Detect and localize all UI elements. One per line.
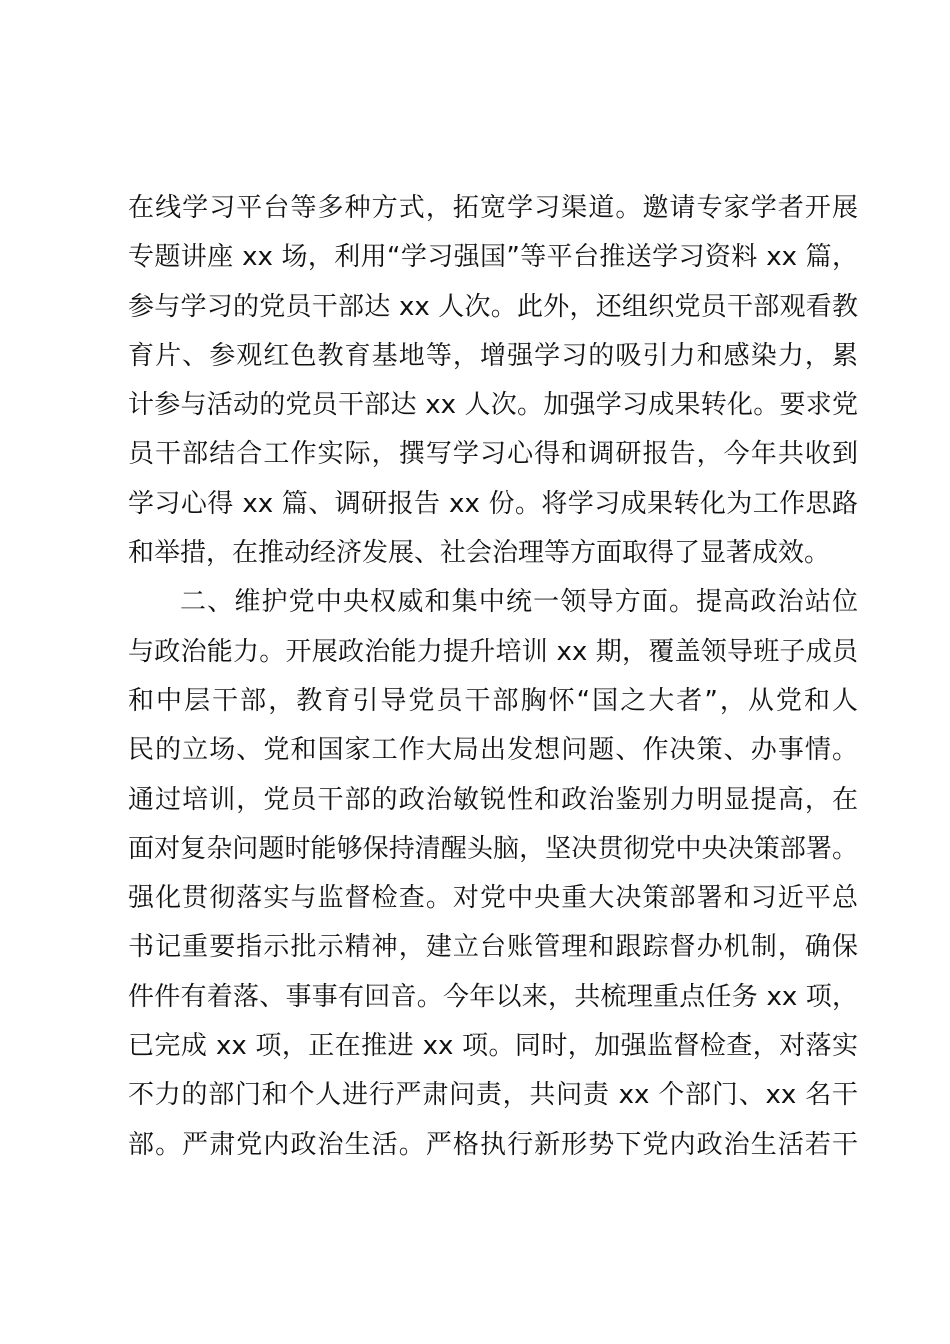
text-line: 强化贯彻落实与监督检查。对党中央重大决策部署和习近平总 (128, 883, 858, 914)
text-line: 面对复杂问题时能够保持清醒头脑，坚决贯彻党中央决策部署。 (128, 833, 858, 864)
section-heading-line: 二、维护党中央权威和集中统一领导方面。提高政治站位 (180, 587, 858, 618)
text-line: 民的立场、党和国家工作大局出发想问题、作决策、办事情。 (128, 735, 858, 766)
text-line: 专题讲座 xx 场，利用“学习强国”等平台推送学习资料 xx 篇， (128, 242, 858, 273)
text-line: 在线学习平台等多种方式，拓宽学习渠道。邀请专家学者开展 (128, 193, 858, 223)
text-line: 员干部结合工作实际，撰写学习心得和调研报告，今年共收到 (128, 439, 858, 470)
text-line: 已完成 xx 项，正在推进 xx 项。同时，加强监督检查，对落实 (128, 1031, 858, 1062)
text-line: 和举措，在推动经济发展、社会治理等方面取得了显著成效。 (128, 538, 831, 569)
text-line: 学习心得 xx 篇、调研报告 xx 份。将学习成果转化为工作思路 (128, 488, 858, 519)
body-text (128, 184, 858, 1170)
text-line: 书记重要指示批示精神，建立台账管理和跟踪督办机制，确保 (128, 932, 858, 963)
text-line: 与政治能力。开展政治能力提升培训 xx 期，覆盖领导班子成员 (128, 636, 858, 667)
text-line: 计参与活动的党员干部达 xx 人次。加强学习成果转化。要求党 (128, 390, 858, 421)
text-line: 育片、参观红色教育基地等，增强学习的吸引力和感染力，累 (128, 340, 858, 371)
text-line: 件件有着落、事事有回音。今年以来，共梳理重点任务 xx 项， (128, 981, 858, 1012)
text-line: 和中层干部，教育引导党员干部胸怀“国之大者”，从党和人 (128, 685, 858, 716)
text-line: 部。严肃党内政治生活。严格执行新形势下党内政治生活若干 (128, 1129, 858, 1160)
text-line: 参与学习的党员干部达 xx 人次。此外，还组织党员干部观看教 (128, 291, 858, 322)
text-line: 通过培训，党员干部的政治敏锐性和政治鉴别力明显提高，在 (128, 784, 858, 815)
text-line: 不力的部门和个人进行严肃问责，共问责 xx 个部门、xx 名干 (128, 1080, 858, 1111)
